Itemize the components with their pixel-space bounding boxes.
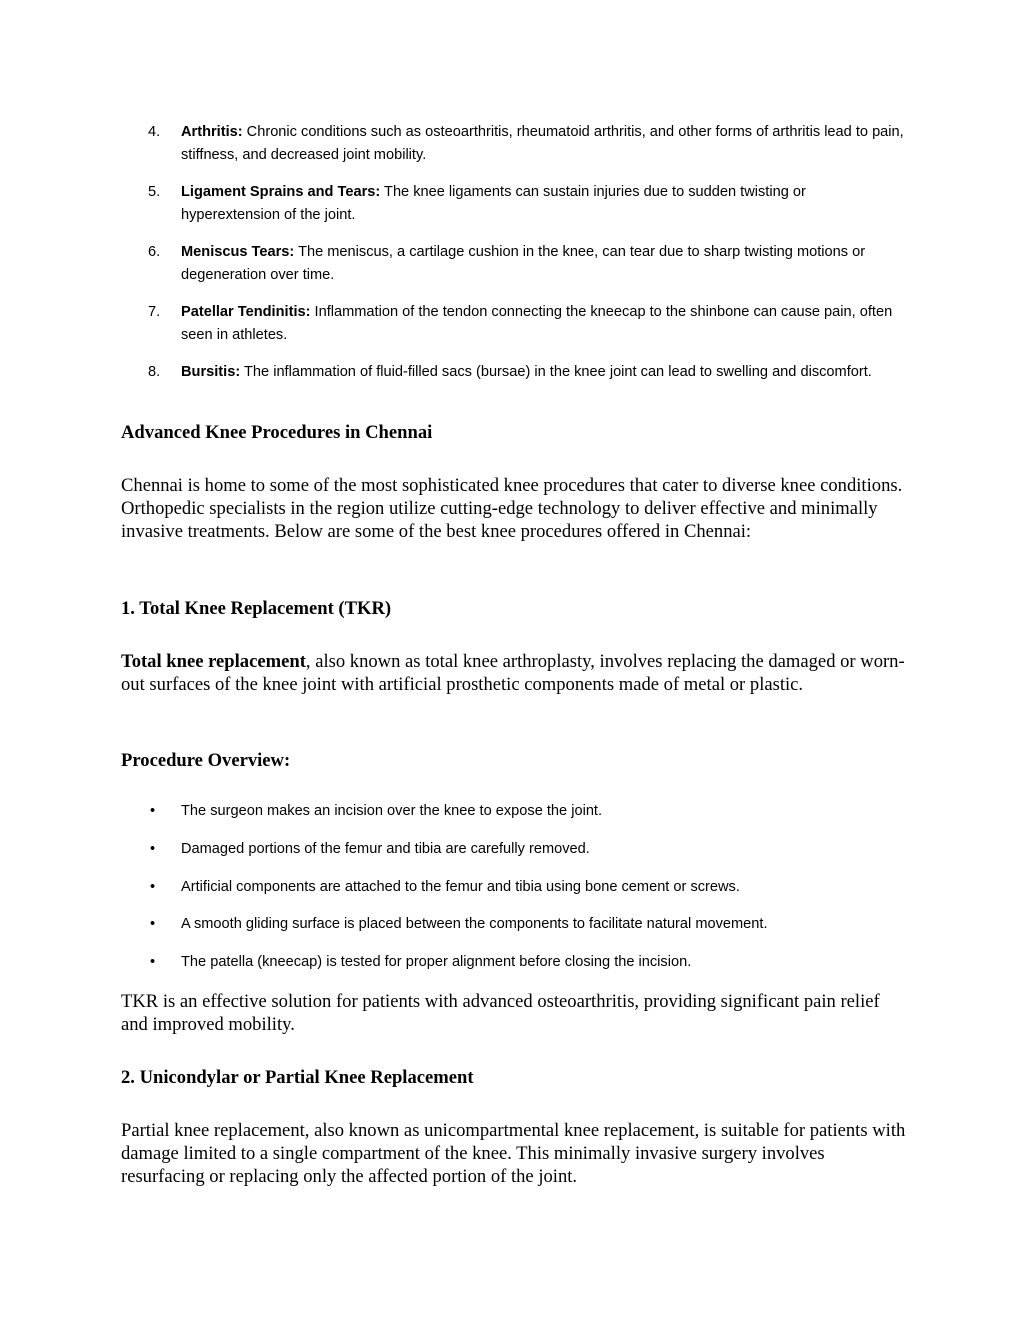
list-number: 6. xyxy=(148,244,161,260)
list-number: 7. xyxy=(148,304,161,320)
list-item xyxy=(150,913,910,936)
bullet-icon: • xyxy=(150,878,156,895)
step-text: The surgeon makes an incision over the knee to expose the joint. xyxy=(181,803,603,819)
bullet-icon: • xyxy=(150,916,156,933)
step-text: Damaged portions of the femur and tibia are carefully removed. xyxy=(181,840,590,857)
list-item xyxy=(150,838,910,861)
list-term: Patellar Tendinitis: xyxy=(181,304,311,320)
list-item xyxy=(150,800,910,823)
step-text: A smooth gliding surface is placed between the components to facilitate natural movement. xyxy=(181,916,768,933)
tkr-conclusion: TKR is an effective solution for patients with advanced osteoarthritis, providing significant pain relief and improved mobility. xyxy=(121,991,880,1036)
list-item xyxy=(148,361,908,384)
list-item xyxy=(150,951,910,974)
intro-paragraph: Chennai is home to some of the most sophisticated knee procedures that cater to diverse knee conditions. Orthopedic specialists in the region utilize cutting-edge technology to deliver effective and minimally invasive treatments. Below are some of the best knee procedures offered in Chennai: xyxy=(121,475,903,543)
procedure-steps-list xyxy=(150,800,910,989)
list-item xyxy=(148,301,908,346)
section-heading: Advanced Knee Procedures in Chennai xyxy=(121,422,433,443)
list-number: 4. xyxy=(148,124,161,140)
list-term: Bursitis: xyxy=(181,364,241,380)
list-item xyxy=(150,876,910,899)
list-text: The meniscus, a cartilage cushion in the knee, can tear due to sharp twisting motions or degeneration over time. xyxy=(181,244,866,283)
tkr-lead-bold: Total knee replacement xyxy=(121,651,306,672)
list-term: Ligament Sprains and Tears: xyxy=(181,184,381,200)
tkr-paragraph xyxy=(121,650,911,696)
bullet-icon: • xyxy=(150,840,156,857)
step-text: The patella (kneecap) is tested for proper alignment before closing the incision. xyxy=(181,954,692,971)
list-term: Meniscus Tears: xyxy=(181,244,295,260)
list-text: The inflammation of fluid-filled sacs (bursae) in the knee joint can lead to swelling and discomfort. xyxy=(240,364,872,380)
list-number: 8. xyxy=(148,364,161,380)
partial-paragraph: Partial knee replacement, also known as unicompartmental knee replacement, is suitable for patients with damage limited to a single compartment of the knee. This minimally invasive surgery involves resurfacing or replacing only the affected portion of the joint. xyxy=(121,1120,906,1188)
bullet-icon: • xyxy=(150,803,156,819)
list-item xyxy=(148,181,908,226)
list-text: Inflammation of the tendon connecting the kneecap to the shinbone can cause pain, often seen in athletes. xyxy=(181,304,893,343)
tkr-lead-rest: , also known as total knee arthroplasty, involves replacing the damaged or worn-out surfaces of the knee joint with artificial prosthetic components made of metal or plastic. xyxy=(121,651,905,696)
step-text: Artificial components are attached to the femur and tibia using bone cement or screws. xyxy=(181,878,740,895)
list-number: 5. xyxy=(148,184,161,200)
list-item xyxy=(148,241,908,286)
partial-heading: 2. Unicondylar or Partial Knee Replacement xyxy=(121,1067,474,1088)
tkr-heading: 1. Total Knee Replacement (TKR) xyxy=(121,598,392,619)
list-item xyxy=(148,121,908,166)
list-text: Chronic conditions such as osteoarthritis, rheumatoid arthritis, and other forms of arthritis lead to pain, stiffness, and decreased joint mobility. xyxy=(181,124,904,163)
list-term: Arthritis: xyxy=(181,124,243,140)
knee-conditions-list xyxy=(148,121,908,399)
overview-heading: Procedure Overview: xyxy=(121,750,291,771)
list-text: The knee ligaments can sustain injuries due to sudden twisting or hyperextension of the joint. xyxy=(181,184,806,223)
bullet-icon: • xyxy=(150,954,156,971)
